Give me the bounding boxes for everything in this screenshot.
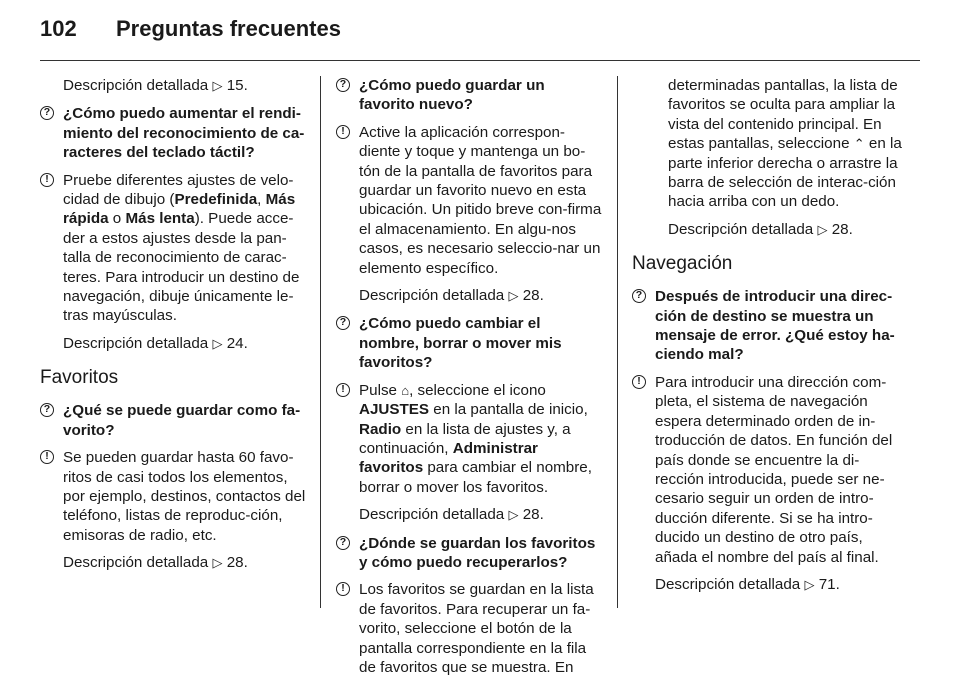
column-divider xyxy=(617,76,618,608)
question: ? ¿Cómo puedo guardar un favorito nuevo? xyxy=(336,76,604,115)
section-title: Favoritos xyxy=(40,367,119,389)
home-icon: ⌂ xyxy=(401,382,410,398)
answer: ! Para introducir una dirección com-pleta, el sistema de navegación espera determinado orden de in-troducción de datos. En función del país donde se encuentre la di-rección introducida, puede ser ne-cesario seguir un orden de intro-ducción diferente. Si se ha intro-ducido un destino de otro país, añada el nombre del país al final. xyxy=(632,373,907,567)
column-1 xyxy=(40,76,308,582)
question: ? ¿Cómo puedo cambiar el nombre, borrar o mover mis favoritos? xyxy=(336,314,604,372)
exclamation-icon: ! xyxy=(40,173,54,187)
chevron-up-icon: ⌃ xyxy=(853,136,865,152)
column-2 xyxy=(336,76,604,685)
exclamation-icon: ! xyxy=(40,450,54,464)
reference: Descripción detallada ▷ 15. xyxy=(63,77,248,94)
answer-continued: determinadas pantallas, la lista de favoritos se oculta para ampliar la vista del contenido principal. En estas pantallas, seleccione ⌃ en la parte inferior derecha o arrastre la barra de selección de interac-ción hacia arriba con un dedo. xyxy=(668,77,902,211)
answer: ! Los favoritos se guardan en la lista de favoritos. Para recuperar un fa-vorito, seleccione el botón de la pantalla correspondiente en la fila de favoritos que se muestra. En xyxy=(336,580,604,677)
page-ref-arrow-icon: ▷ xyxy=(804,576,815,592)
question-icon: ? xyxy=(40,106,54,120)
reference: Descripción detallada ▷ 28. xyxy=(63,554,248,572)
reference: Descripción detallada ▷ 28. xyxy=(668,220,853,238)
question-icon: ? xyxy=(336,78,350,92)
column-3 xyxy=(632,76,907,603)
page-ref-arrow-icon: ▷ xyxy=(212,555,223,571)
page-number: 102 xyxy=(40,16,77,41)
reference: Descripción detallada ▷ 28. xyxy=(359,506,544,524)
question-icon: ? xyxy=(40,403,54,417)
answer: ! Se pueden guardar hasta 60 favo-ritos de casi todos los elementos, por ejemplo, destinos, contactos del teléfono, listas de reproduc-ción, emisoras de radio, etc. xyxy=(40,448,308,545)
exclamation-icon: ! xyxy=(336,125,350,139)
column-divider xyxy=(320,76,321,608)
question: ? Después de introducir una direc-ción de destino se muestra un mensaje de error. ¿Qué estoy ha-ciendo mal? xyxy=(632,287,907,365)
page-ref-arrow-icon: ▷ xyxy=(508,507,519,523)
exclamation-icon: ! xyxy=(336,383,350,397)
question-icon: ? xyxy=(632,289,646,303)
question-icon: ? xyxy=(336,316,350,330)
question: ? ¿Qué se puede guardar como fa-vorito? xyxy=(40,401,308,440)
page-ref-arrow-icon: ▷ xyxy=(212,335,223,351)
exclamation-icon: ! xyxy=(632,375,646,389)
page-ref-arrow-icon: ▷ xyxy=(508,288,519,304)
exclamation-icon: ! xyxy=(336,582,350,596)
question-icon: ? xyxy=(336,536,350,550)
reference: Descripción detallada ▷ 24. xyxy=(63,334,248,352)
question: ? ¿Cómo puedo aumentar el rendi-miento del reconocimiento de ca-racteres del teclado táctil? xyxy=(40,104,308,162)
page-title: Preguntas frecuentes xyxy=(116,16,341,41)
page-header xyxy=(40,16,920,61)
question: ? ¿Dónde se guardan los favoritos y cómo puedo recuperarlos? xyxy=(336,534,604,573)
reference: Descripción detallada ▷ 71. xyxy=(655,575,840,593)
answer: ! Pulse ⌂, seleccione el icono AJUSTES en la pantalla de inicio, Radio en la lista de ajustes y, a continuación, Administrar favoritos para cambiar el nombre, borrar o mover los favoritos. xyxy=(336,381,604,497)
page-ref-arrow-icon: ▷ xyxy=(212,78,223,93)
reference: Descripción detallada ▷ 28. xyxy=(359,287,544,305)
page-ref-arrow-icon: ▷ xyxy=(817,221,828,237)
answer: ! Active la aplicación correspon-diente y toque y mantenga un bo-tón de la pantalla de favoritos para guardar un favorito nuevo en esta ubicación. Un pitido breve con-firma el almacenamiento. En algu-nos casos, es necesario seleccio-nar un elemento específico. xyxy=(336,123,604,278)
section-title: Navegación xyxy=(632,253,733,275)
answer: ! Pruebe diferentes ajustes de velo-cidad de dibujo (Predefinida, Más rápida o Más lenta). Puede acce-der a estos ajustes desde la pan-talla de reconocimiento de carac-teres. Para introducir un destino de navegación, dibuje únicamente le-tras mayúsculas. xyxy=(40,171,308,326)
